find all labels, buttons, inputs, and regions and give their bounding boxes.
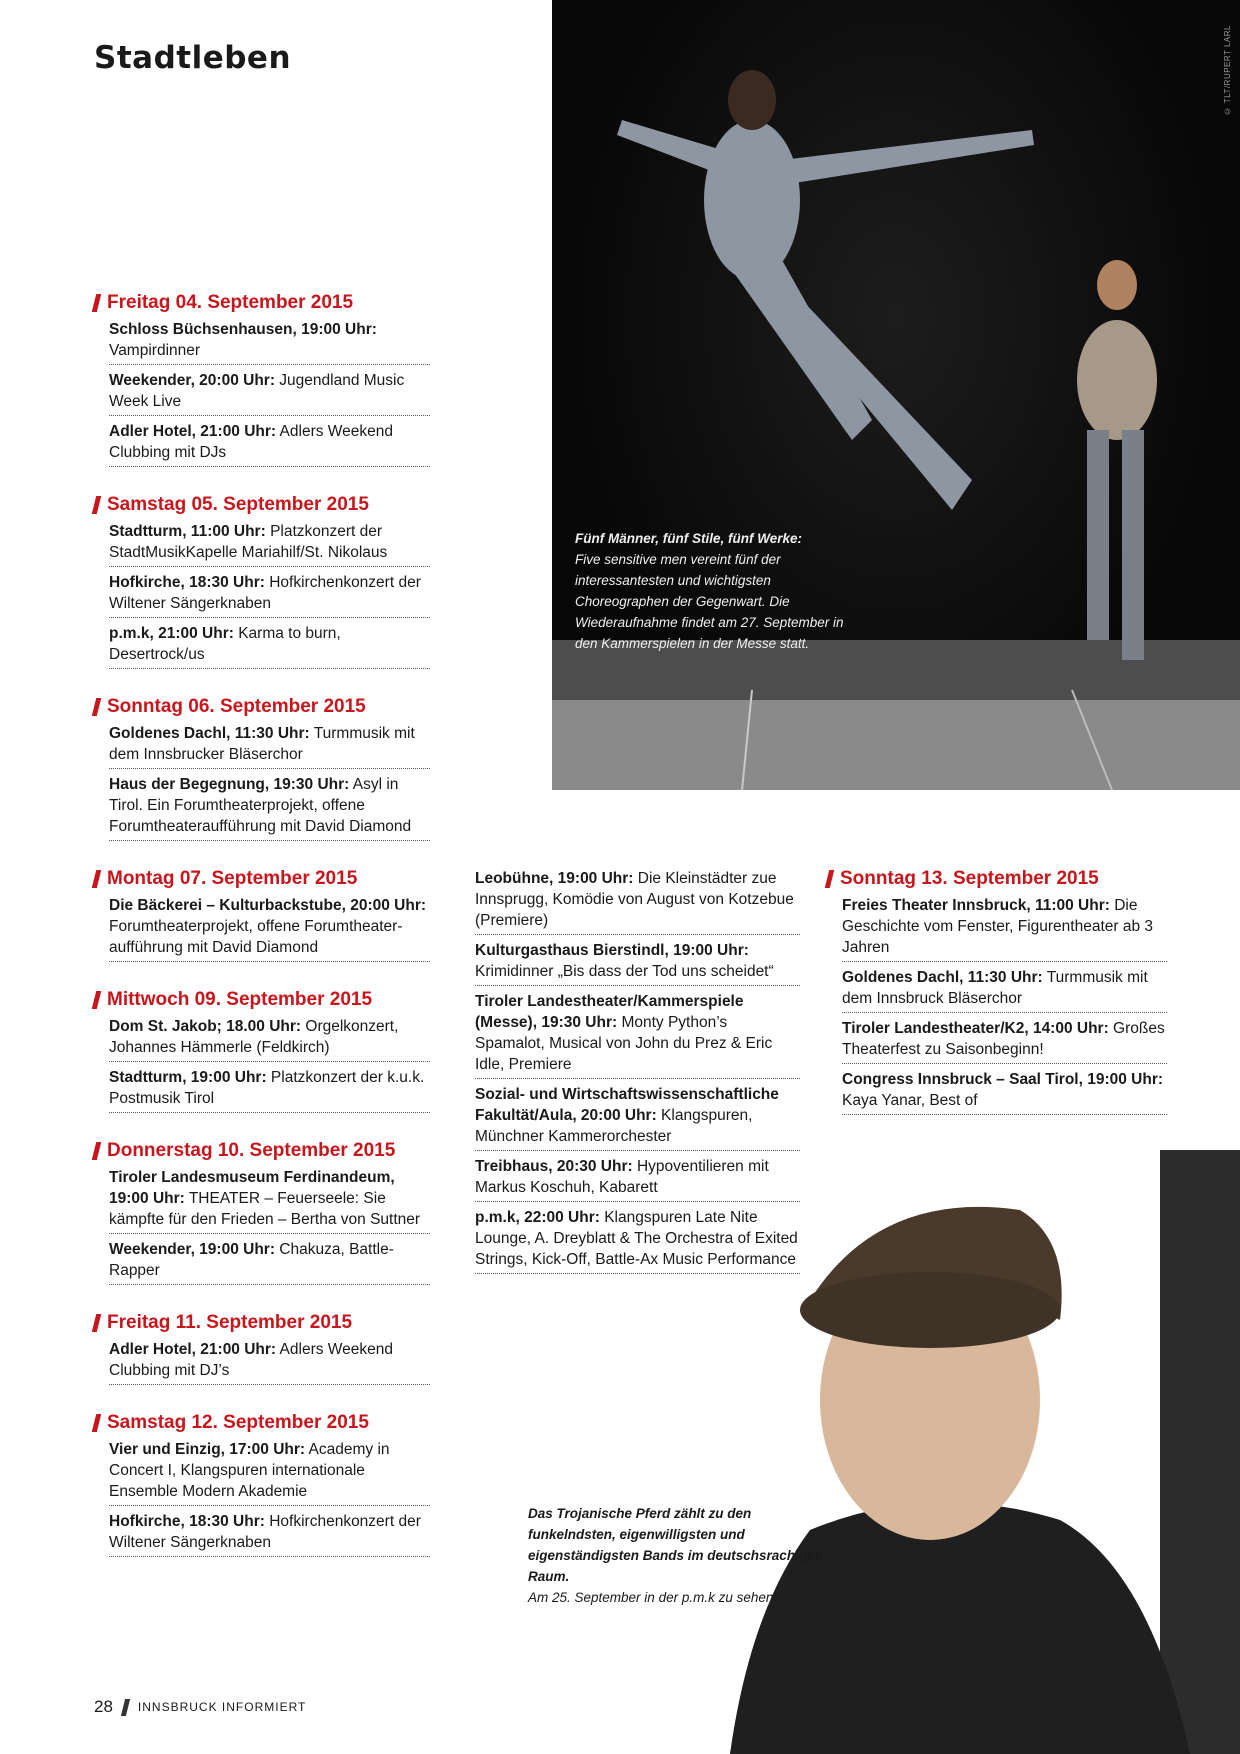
event-item	[109, 723, 430, 769]
day-date: Mittwoch 09. September 2015	[107, 989, 373, 1010]
event-text: Hofkirchenkonzert der Wiltener Sängerknaben	[109, 574, 421, 612]
event-venue: Goldenes Dachl, 11:30 Uhr:	[842, 969, 1043, 986]
event-venue: Adler Hotel, 21:00 Uhr:	[109, 423, 277, 440]
events-column-1	[94, 292, 430, 1584]
event-venue: Die Bäckerei – Kulturbackstube, 20:00 Uhr:	[109, 897, 427, 914]
slash-marker	[92, 698, 101, 716]
slash-marker	[92, 1314, 101, 1332]
event-venue: Freies Theater Innsbruck, 11:00 Uhr:	[842, 897, 1110, 914]
dancers-illustration	[552, 0, 1240, 790]
event-venue: Tiroler Landestheater/Kammerspiele (Messe), 19:30 Uhr:	[475, 993, 744, 1031]
event-item	[109, 1167, 430, 1234]
event-text: Platzkonzert der StadtMusikKapelle Mariahilf/St. Nikolaus	[109, 523, 388, 561]
day-heading	[94, 696, 430, 718]
event-venue: Stadtturm, 11:00 Uhr:	[109, 523, 266, 540]
event-item	[109, 774, 430, 841]
slash-marker	[92, 1142, 101, 1160]
event-text: Turmmusik mit dem Innsbrucker Bläserchor	[109, 725, 415, 763]
event-text: Forumtheaterprojekt, offene Forumtheateraufführung mit David Diamond	[109, 918, 403, 956]
event-item	[842, 1069, 1167, 1115]
slash-marker	[92, 1414, 101, 1432]
day-date: Samstag 12. September 2015	[107, 1412, 369, 1433]
event-text: Klangspuren Late Nite Lounge, A. Dreyblatt & The Orchestra of Exited Strings, Kick-Off, Battle-Ax Music Performance	[475, 1209, 798, 1268]
event-item	[109, 1239, 430, 1285]
event-item	[109, 623, 430, 669]
day-block	[94, 868, 430, 962]
event-item	[109, 421, 430, 467]
day-heading	[94, 1312, 430, 1334]
event-text: Monty Python’s Spamalot, Musical von John du Prez & Eric Idle, Premiere	[475, 1014, 773, 1073]
portrait-photo-caption	[528, 1503, 838, 1608]
event-venue: Schloss Büchsenhausen, 19:00 Uhr:	[109, 321, 377, 338]
event-text: Krimidinner „Bis dass der Tod uns scheidet“	[475, 963, 774, 980]
event-item	[109, 1016, 430, 1062]
event-item	[109, 1439, 430, 1506]
event-text: Adlers Weekend Clubbing mit DJ’s	[109, 1341, 394, 1379]
event-venue: Weekender, 19:00 Uhr:	[109, 1241, 275, 1258]
day-heading	[94, 494, 430, 516]
day-heading	[94, 868, 430, 890]
day-block	[94, 1412, 430, 1557]
event-text: Kaya Yanar, Best of	[842, 1092, 978, 1109]
event-item	[109, 1067, 430, 1113]
event-text: Orgelkonzert, Johannes Hämmerle (Feldkirch)	[109, 1018, 399, 1056]
event-text: Turmmusik mit dem Innsbruck Bläserchor	[842, 969, 1148, 1007]
day-block	[94, 989, 430, 1113]
event-venue: Vier und Einzig, 17:00 Uhr:	[109, 1441, 306, 1458]
day-block	[94, 292, 430, 467]
event-item	[842, 895, 1167, 962]
event-venue: Goldenes Dachl, 11:30 Uhr:	[109, 725, 310, 742]
event-venue: Dom St. Jakob; 18.00 Uhr:	[109, 1018, 302, 1035]
event-item	[109, 370, 430, 416]
page-footer	[94, 1697, 306, 1717]
event-text: Hofkirchenkonzert der Wiltener Sängerknaben	[109, 1513, 421, 1551]
day-heading	[827, 868, 1167, 890]
day-block	[94, 1312, 430, 1385]
dance-photo	[552, 0, 1240, 790]
event-text: THEATER – Feuerseele: Sie kämpfte für den Frieden – Bertha von Suttner	[109, 1190, 421, 1228]
event-item	[109, 572, 430, 618]
slash-marker	[92, 991, 101, 1009]
portrait-caption-text: Am 25. September in der p.m.k zu sehen.	[528, 1590, 778, 1605]
slash-marker	[825, 870, 834, 888]
slash-marker	[92, 870, 101, 888]
event-item	[475, 1207, 800, 1274]
event-venue: p.m.k, 21:00 Uhr:	[109, 625, 234, 642]
portrait-illustration	[730, 1150, 1240, 1754]
event-item	[109, 1339, 430, 1385]
event-venue: p.m.k, 22:00 Uhr:	[475, 1209, 600, 1226]
slash-marker	[92, 294, 101, 312]
day-heading	[94, 1140, 430, 1162]
event-text: Chakuza, Battle-Rapper	[109, 1241, 394, 1279]
events-column-3	[827, 868, 1167, 1142]
event-text: Die Geschichte vom Fenster, Figurentheater ab 3 Jahren	[842, 897, 1154, 956]
day-date: Montag 07. September 2015	[107, 868, 358, 889]
event-venue: Adler Hotel, 21:00 Uhr:	[109, 1341, 277, 1358]
event-text: Großes Theaterfest zu Saisonbeginn!	[842, 1020, 1165, 1058]
event-item	[475, 1084, 800, 1151]
event-venue: Tiroler Landesmuseum Ferdinandeum, 19:00 Uhr:	[109, 1169, 395, 1207]
event-venue: Sozial- und Wirtschaftswissenschaftliche Fakultät/Aula, 20:00 Uhr:	[475, 1086, 779, 1124]
slash-marker	[92, 496, 101, 514]
event-venue: Hofkirche, 18:30 Uhr:	[109, 574, 265, 591]
page-number: 28	[94, 1697, 113, 1716]
day-date: Freitag 04. September 2015	[107, 292, 354, 313]
event-item	[109, 521, 430, 567]
event-item	[842, 967, 1167, 1013]
events-column-2	[475, 868, 800, 1279]
event-venue: Treibhaus, 20:30 Uhr:	[475, 1158, 633, 1175]
page-title: Stadtleben	[94, 40, 292, 76]
publication-name: INNSBRUCK INFORMIERT	[137, 1700, 307, 1714]
dance-photo-caption	[575, 528, 845, 654]
day-block	[94, 1140, 430, 1285]
event-venue: Hofkirche, 18:30 Uhr:	[109, 1513, 265, 1530]
event-text: Academy in Concert I, Klangspuren internationale Ensemble Modern Akademie	[109, 1441, 390, 1500]
event-item	[842, 1018, 1167, 1064]
day-block	[94, 696, 430, 841]
event-venue: Weekender, 20:00 Uhr:	[109, 372, 275, 389]
day-heading	[94, 1412, 430, 1434]
day-date: Samstag 05. September 2015	[107, 494, 369, 515]
portrait-photo	[730, 1150, 1240, 1754]
event-item	[475, 868, 800, 935]
event-text: Adlers Weekend Clubbing mit DJs	[109, 423, 394, 461]
event-text: Hypoventilieren mit Markus Koschuh, Kabarett	[475, 1158, 769, 1196]
day-date: Donnerstag 10. September 2015	[107, 1140, 396, 1161]
photo-credit: © TLT/RUPERT LARL	[1223, 25, 1232, 116]
event-item	[109, 895, 430, 962]
slash-marker	[121, 1699, 130, 1716]
event-venue: Leobühne, 19:00 Uhr:	[475, 870, 634, 887]
event-text: Vampirdinner	[109, 342, 201, 359]
event-item	[475, 940, 800, 986]
event-text: Asyl in Tirol. Ein Forumtheaterprojekt, offene Forumtheateraufführung mit David Diamond	[109, 776, 412, 835]
event-text: Die Kleinstädter zue Innsprugg, Komödie von August von Kotzebue (Premiere)	[475, 870, 794, 929]
day-date: Sonntag 06. September 2015	[107, 696, 366, 717]
day-date: Sonntag 13. September 2015	[840, 868, 1099, 889]
event-item	[109, 1511, 430, 1557]
event-venue: Haus der Begegnung, 19:30 Uhr:	[109, 776, 350, 793]
event-text: Karma to burn, Desertrock/us	[109, 625, 341, 663]
day-heading	[94, 989, 430, 1011]
event-text: Platzkonzert der k.u.k. Postmusik Tirol	[109, 1069, 425, 1107]
portrait-caption-bold: Das Trojanische Pferd zählt zu den funkelndsten, eigenwilligsten und eigenständigsten Bands im deutschsrachigen Raum.	[528, 1506, 823, 1584]
day-block	[94, 494, 430, 669]
event-text: Klangspuren, Münchner Kammerorchester	[475, 1107, 753, 1145]
event-item	[475, 991, 800, 1079]
day-block	[827, 868, 1167, 1115]
day-date: Freitag 11. September 2015	[107, 1312, 353, 1333]
event-venue: Tiroler Landestheater/K2, 14:00 Uhr:	[842, 1020, 1109, 1037]
dance-caption-title: Fünf Männer, fünf Stile, fünf Werke:	[575, 531, 803, 546]
event-venue: Kulturgasthaus Bierstindl, 19:00 Uhr:	[475, 942, 749, 959]
event-text: Jugendland Music Week Live	[109, 372, 405, 410]
event-item	[109, 319, 430, 365]
dance-caption-text: Five sensitive men vereint fünf der interessantesten und wichtigsten Choreographen der Gegenwart. Die Wiederaufnahme findet am 27. September in den Kammerspielen in der Messe statt.	[575, 552, 844, 651]
event-venue: Congress Innsbruck – Saal Tirol, 19:00 Uhr:	[842, 1071, 1164, 1088]
event-item	[475, 1156, 800, 1202]
day-heading	[94, 292, 430, 314]
event-venue: Stadtturm, 19:00 Uhr:	[109, 1069, 267, 1086]
